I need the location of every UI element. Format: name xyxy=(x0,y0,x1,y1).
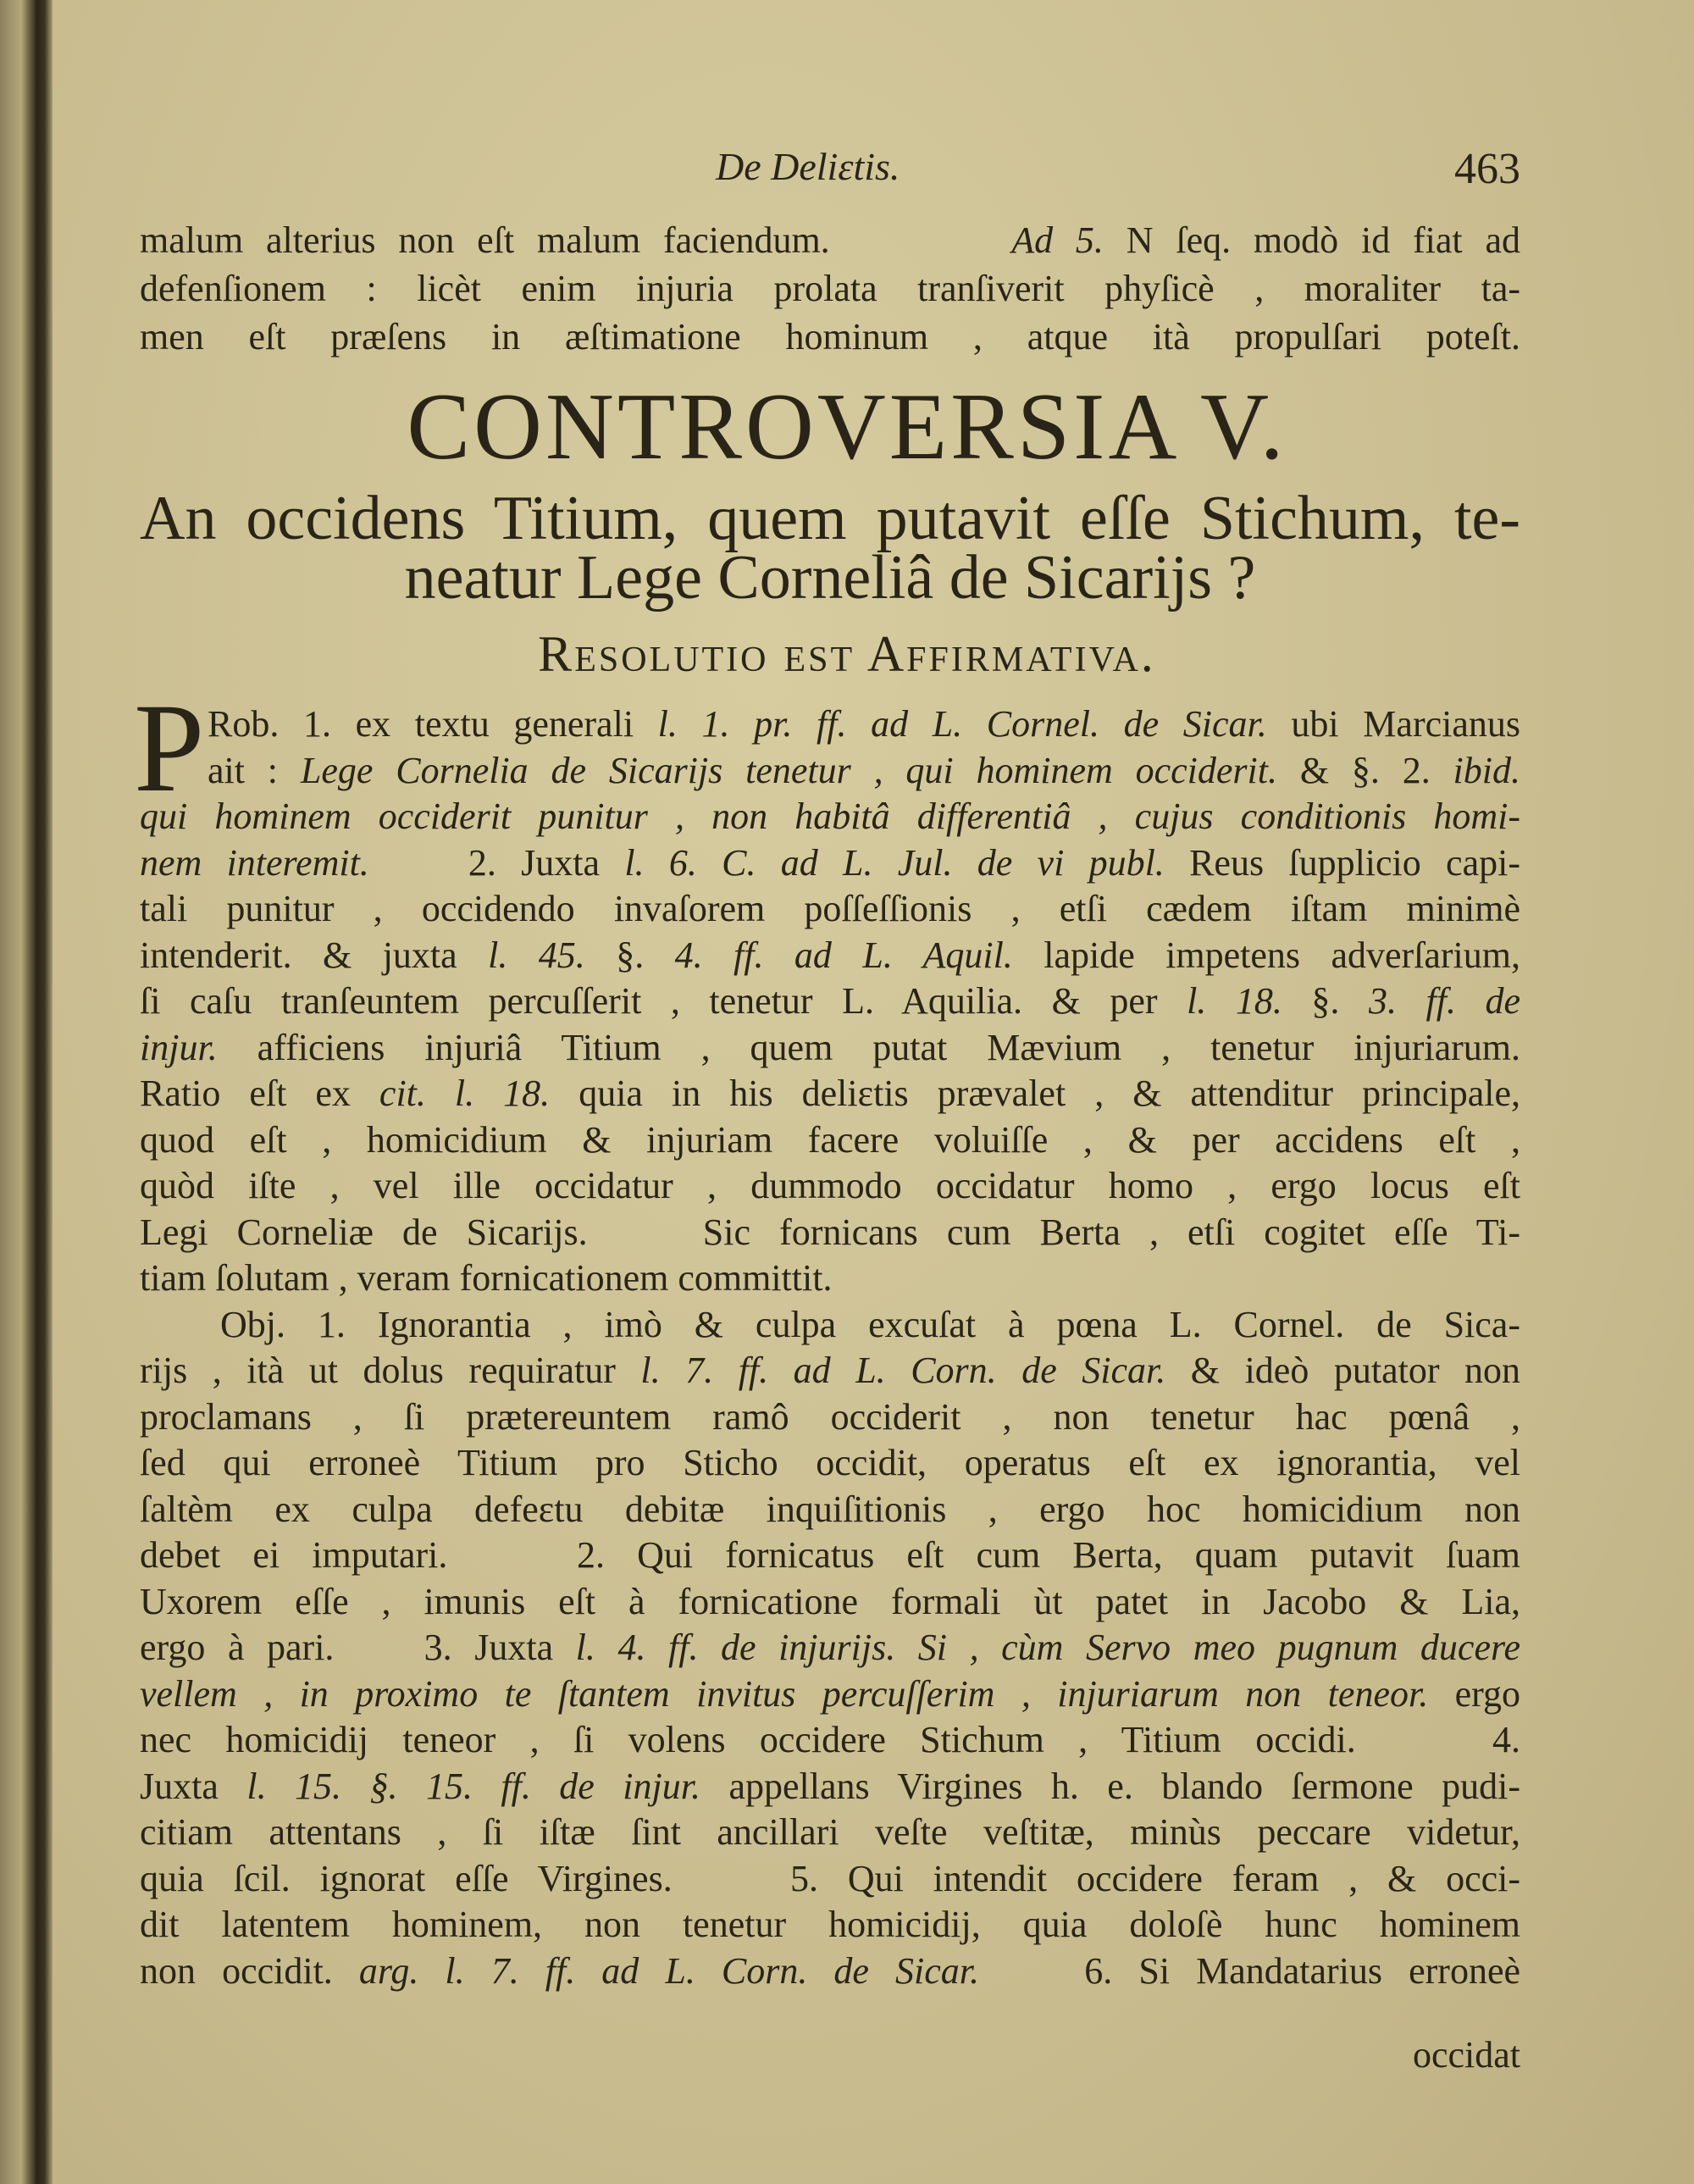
text-segment: 6. Si Mandatarius erroneè xyxy=(979,1949,1520,1992)
drop-cap: P xyxy=(134,678,205,818)
citation-text: l. 4. ff. de injurijs. Si , cùm Servo meo pugnum ducere xyxy=(575,1627,1520,1668)
text-segment: malum alterius non eſt malum faciendum. xyxy=(140,219,1012,261)
citation-text: arg. l. 7. ff. ad L. Corn. de Sicar. xyxy=(358,1949,980,1992)
text-line xyxy=(140,264,1520,313)
citation-text: vellem , in proximo te ſtantem invitus percuſſerim , injuriarum non teneor. xyxy=(140,1672,1429,1715)
continued-paragraph xyxy=(140,216,1520,361)
citation-text: cit. l. 18. xyxy=(379,1073,551,1114)
text-segment: Rob. 1. ex textu generali xyxy=(208,703,658,745)
page-number: 463 xyxy=(1454,145,1520,193)
catchword: occidat xyxy=(1412,2034,1520,2076)
text-line xyxy=(140,1948,1520,1995)
controversia-heading: CONTROVERSIA V. xyxy=(407,374,1287,479)
citation-text: l. 7. ff. ad L. Corn. de Sicar. xyxy=(640,1350,1166,1391)
text-segment: dit latentem hominem, non tenetur homicidij, quia doloſè hunc hominem xyxy=(140,1904,1520,1945)
text-line xyxy=(140,1764,1520,1810)
citation-text: Ad 5. xyxy=(1011,219,1104,261)
text-line xyxy=(140,886,1520,933)
text-line xyxy=(140,1348,1520,1394)
text-line xyxy=(140,701,1520,748)
text-segment: afficiens injuriâ Titium , quem putat Mævium , tenetur injuriarum. xyxy=(217,1026,1520,1068)
text-segment: quia in his deliɛtis prævalet , & attenditur principale, xyxy=(550,1073,1520,1114)
text-line xyxy=(140,1902,1520,1948)
text-segment: ſaltèm ex culpa defeɛtu debitæ inquiſitionis , ergo hoc homicidium non xyxy=(140,1488,1520,1530)
text-line xyxy=(140,1302,1520,1349)
running-title: De Deliɛtis. xyxy=(716,145,900,188)
text-line xyxy=(140,216,1520,264)
text-segment: ergo xyxy=(1428,1672,1520,1715)
text-segment: rijs , ità ut dolus requiratur xyxy=(140,1350,641,1391)
text-segment: tali punitur , occidendo invaſorem poſſeſſionis , etſi cædem iſtam minimè xyxy=(140,888,1520,929)
text-line xyxy=(140,1256,1520,1302)
text-segment: nec homicidij teneor , ſi volens occidere Stichum , Titium occidi. 4. xyxy=(140,1719,1520,1760)
citation-text: l. 15. §. 15. ff. de injur. xyxy=(246,1765,700,1807)
text-line xyxy=(140,1810,1520,1856)
text-segment: ſi caſu tranſeuntem percuſſerit , tenetur L. Aquilia. & per xyxy=(140,980,1187,1022)
text-line xyxy=(140,933,1520,979)
text-line xyxy=(140,748,1520,795)
body-text xyxy=(140,701,1520,1994)
text-segment: men eſt præſens in æſtimatione hominum , atque ità propulſari poteſt. xyxy=(140,316,1520,358)
text-line xyxy=(140,794,1520,840)
resolution-heading: Resolutio est Affirmativa. xyxy=(538,626,1156,682)
text-segment: ergo à pari. 3. Juxta xyxy=(140,1627,576,1668)
citation-text: 3. ff. de xyxy=(1368,980,1520,1022)
text-line xyxy=(140,1579,1520,1626)
text-segment: Uxorem eſſe , imunis eſt à fornicatione formali ùt patet in Jacobo & Lia, xyxy=(140,1580,1520,1622)
text-line xyxy=(140,1440,1520,1487)
text-line xyxy=(140,1487,1520,1533)
citation-text: Lege Cornelia de Sicarijs tenetur , qui hominem occiderit. xyxy=(300,749,1277,791)
text-segment: debet ei imputari. 2. Qui fornicatus eſt cum Berta, quam putavit ſuam xyxy=(140,1534,1520,1576)
question-line-2: neatur Lege Corneliâ de Sicarijs ? xyxy=(404,543,1256,613)
text-line xyxy=(140,313,1520,361)
text-segment: Juxta xyxy=(140,1765,247,1807)
text-segment: Ratio eſt ex xyxy=(140,1073,379,1114)
text-segment: non occidit. xyxy=(140,1949,359,1992)
text-segment: defenſionem : licèt enim injuria prolata tranſiverit phyſicè , moraliter ta- xyxy=(140,268,1520,309)
text-line xyxy=(140,1117,1520,1164)
text-segment: ſed qui erroneè Titium pro Sticho occidit, operatus eſt ex ignorantia, vel xyxy=(140,1442,1520,1483)
text-segment: §. xyxy=(584,934,675,976)
text-line xyxy=(140,1394,1520,1441)
text-segment: quòd iſte , vel ille occidatur , dummodo occidatur homo , ergo locus eſt xyxy=(140,1165,1520,1206)
text-line xyxy=(140,978,1520,1025)
text-segment: quia ſcil. ignorat eſſe Virgines. 5. Qui intendit occidere feram , & occi- xyxy=(140,1857,1520,1899)
text-segment: §. xyxy=(1282,980,1369,1022)
citation-text: l. 45. xyxy=(488,934,585,976)
text-line xyxy=(140,1625,1520,1671)
citation-text: l. 6. C. ad L. Jul. de vi publ. xyxy=(624,841,1165,884)
citation-text: 4. ff. ad L. Aquil. xyxy=(674,934,1013,976)
text-segment: citiam attentans , ſi iſtæ ſint ancillari veſte veſtitæ, minùs peccare videtur, xyxy=(140,1811,1520,1853)
text-segment: Legi Corneliæ de Sicarijs. Sic fornicans cum Berta , etſi cogitet eſſe Ti- xyxy=(140,1211,1520,1253)
citation-text: qui hominem occiderit punitur , non habitâ differentiâ , cujus conditionis homi- xyxy=(140,795,1520,837)
text-line xyxy=(140,1717,1520,1764)
citation-text: l. 1. pr. ff. ad L. Cornel. de Sicar. xyxy=(657,703,1267,745)
text-segment: proclamans , ſi prætereuntem ramô occiderit , non tenetur hac pœnâ , xyxy=(140,1395,1520,1438)
text-segment: intenderit. & juxta xyxy=(140,934,489,976)
text-segment: tiam ſolutam , veram fornicationem committit. xyxy=(140,1257,833,1299)
text-line xyxy=(140,1671,1520,1718)
page-header xyxy=(140,144,1520,203)
question-line-1: An occidens Titium, quem putavit eſſe Stichum, te- xyxy=(140,484,1520,553)
text-segment: appellans Virgines h. e. blando ſermone pudi- xyxy=(700,1765,1520,1807)
citation-text: l. 18. xyxy=(1187,980,1282,1022)
text-line xyxy=(140,1856,1520,1903)
text-segment: quod eſt , homicidium & injuriam facere voluiſſe , & per accidens eſt , xyxy=(140,1118,1520,1161)
citation-text: nem interemit. xyxy=(140,841,369,884)
text-segment: & §. 2. xyxy=(1277,749,1453,791)
text-segment: Obj. 1. Ignorantia , imò & culpa excuſat à pœna L. Cornel. de Sica- xyxy=(220,1303,1520,1345)
text-segment: & ideò putator non xyxy=(1165,1350,1520,1391)
text-segment: lapide impetens adverſarium, xyxy=(1012,934,1520,976)
text-segment: 2. Juxta xyxy=(368,841,625,884)
text-segment: ubi Marcianus xyxy=(1266,703,1520,745)
text-line xyxy=(140,1071,1520,1117)
text-line xyxy=(140,1025,1520,1072)
citation-text: ibid. xyxy=(1453,749,1520,791)
text-segment: ait : xyxy=(208,749,301,791)
text-segment: N ſeq. modò id fiat ad xyxy=(1103,219,1520,261)
text-line xyxy=(140,1210,1520,1256)
text-line xyxy=(140,1533,1520,1579)
text-segment: Reus ſupplicio capi- xyxy=(1164,841,1520,884)
text-line xyxy=(140,840,1520,887)
book-binding-edge xyxy=(0,0,53,2184)
text-line xyxy=(140,1163,1520,1210)
citation-text: injur. xyxy=(140,1026,218,1068)
